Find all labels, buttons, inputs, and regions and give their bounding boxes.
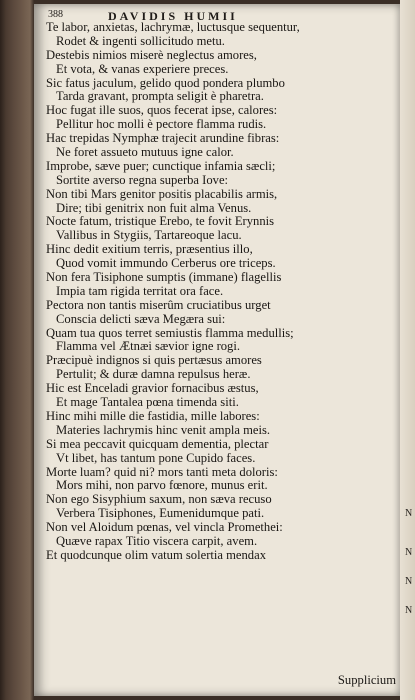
verse-line: Quæve rapax Titio viscera carpit, avem. [56, 533, 258, 548]
verse-line: Vallibus in Stygiis, Tartareoque lacu. [56, 228, 242, 243]
poem-text [34, 21, 400, 563]
verse-line: Ne foret assueto mutuus igne calor. [56, 145, 234, 160]
edge-letter: N [405, 576, 413, 587]
verse-line: Dire; tibi genitrix non fuit alma Venus. [56, 200, 252, 215]
verse-line: Materies lachrymis hinc venit ampla meis. [56, 422, 271, 437]
verse-line: Et vota, & vanas experiere preces. [56, 61, 229, 76]
verse-line: Impia tam rigida territat ora face. [56, 283, 224, 298]
verse-line: Pertulit; & duræ damna repulsus heræ. [56, 367, 251, 382]
verse-line: Hinc dedit exitium terris, præsentius illo, [46, 242, 253, 257]
catchword: Supplicium [337, 673, 396, 687]
verse-line: Quam tua quos terret semiustis flamma medullis; [46, 325, 294, 340]
verse-line: Et mage Tantalea pœna timenda siti. [56, 395, 239, 410]
verse-line: Sic fatus jaculum, gelido quod pondera plumbo [46, 75, 285, 90]
running-head: DAVIDIS HUMII [108, 9, 238, 23]
book-page [34, 4, 400, 696]
verse-line: Præcipuè indignos si quis pertæsus amores [46, 353, 262, 368]
verse-line: Destebis nimios miserè neglectus amores, [46, 47, 257, 62]
verse-line: Quod vomit immundo Cerberus ore triceps. [56, 256, 276, 271]
verse-line: Non fera Tisiphone sumptis (immane) flagellis [46, 270, 282, 285]
verse-line: Non tibi Mars genitor positis placabilis armis, [46, 186, 278, 201]
verse-line: Pectora non tantis miserûm cruciatibus urget [46, 297, 271, 312]
verse-line: Te labor, anxietas, lachrymæ, luctusque sequentur, [46, 20, 300, 34]
verse-line: Hoc fugat ille suos, quos fecerat ipse, calores: [46, 103, 278, 118]
verse-line: Improbe, sæve puer; cunctique infamia sæcli; [46, 158, 276, 173]
verse-line: Flamma vel Ætnæi sævior igne rogi. [56, 339, 240, 354]
verse-line: Pellitur hoc molli è pectore flamma rudis. [56, 117, 267, 132]
verse-line: Hinc mihi mille die fastidia, mille labores: [46, 408, 260, 423]
verse-line: Mors mihi, non parvo fœnore, munus erit. [56, 478, 268, 493]
edge-letter: N [405, 605, 413, 616]
verse-line: Sortite averso regna superba Iove: [56, 172, 229, 187]
edge-letter: N [405, 547, 413, 558]
verse-line: Hac trepidas Nymphæ trajecit arundine fibras: [46, 131, 280, 146]
verse-line: Hic est Enceladi gravior fornacibus æstus, [46, 381, 259, 396]
verse-line: Si mea peccavit quicquam dementia, plectar [46, 436, 269, 451]
verse-line: Rodet & ingenti sollicitudo metu. [56, 33, 225, 48]
verse-line: Vt libet, has tantum pone Cupido faces. [56, 450, 256, 465]
next-page-edge [400, 0, 415, 700]
verse-line: Et quodcunque olim vatum solertia mendax [46, 547, 266, 562]
verse-line: Conscia delicti sæva Megæra sui: [56, 311, 226, 326]
edge-letter: N [405, 508, 413, 519]
verse-line: Non ego Sisyphium saxum, non sæva recuso [46, 492, 272, 507]
verse-line: Verbera Tisiphones, Eumenidumque pati. [56, 506, 265, 521]
verse-line: Non vel Aloidum pœnas, vel vincla Promethei: [46, 520, 283, 535]
verse-line: Tarda gravant, prompta seligit è pharetra. [56, 89, 264, 104]
verse-line: Nocte fatum, tristique Erebo, te fovit Erynnis [46, 214, 275, 229]
verse-line: Morte luam? quid ni? mors tanti meta doloris: [46, 464, 278, 479]
page-number: 388 [48, 9, 63, 20]
